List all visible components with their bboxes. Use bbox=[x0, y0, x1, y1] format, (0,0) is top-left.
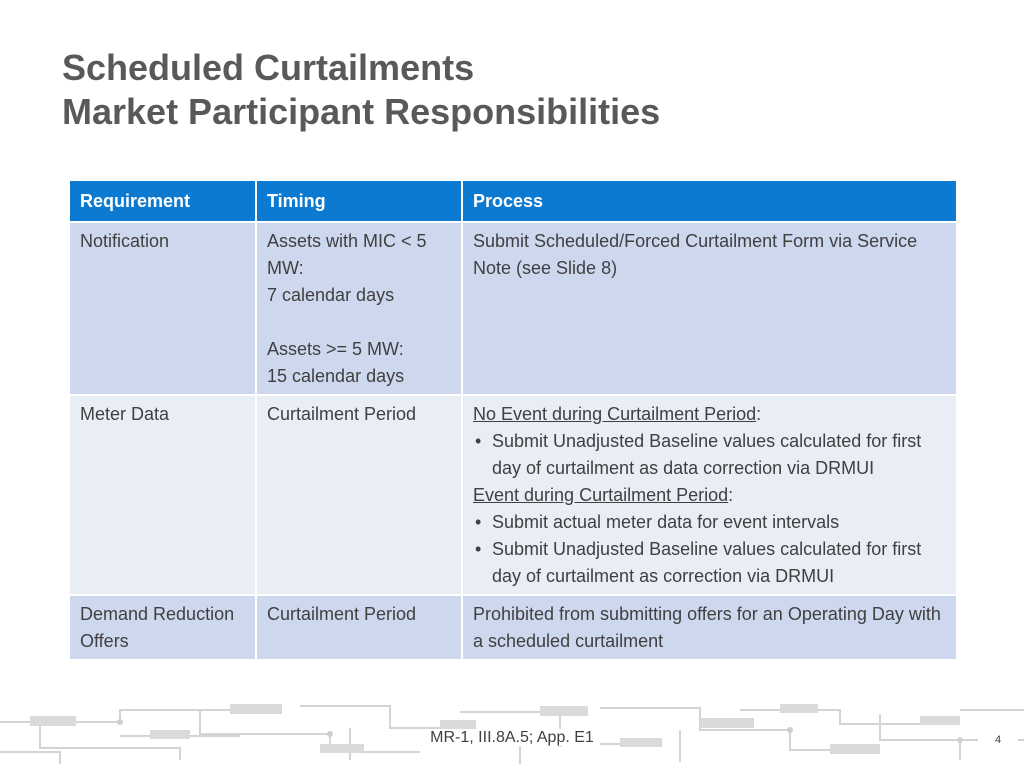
requirement-cell: Meter Data bbox=[69, 395, 256, 595]
timing-line: Assets >= 5 MW: bbox=[267, 339, 404, 359]
table-row bbox=[69, 395, 957, 595]
bullet-list bbox=[473, 428, 946, 482]
slide-title bbox=[62, 46, 660, 134]
column-header-process: Process bbox=[462, 180, 957, 222]
process-cell: Submit Scheduled/Forced Curtailment Form via Service Note (see Slide 8) bbox=[462, 222, 957, 395]
subheading-text: Event during Curtailment Period bbox=[473, 485, 729, 505]
table-header-row bbox=[69, 180, 957, 222]
list-item: • Submit Unadjusted Baseline values calculated for first day of curtailment as correction via DRMUI bbox=[473, 536, 946, 590]
process-cell: Prohibited from submitting offers for an Operating Day with a scheduled curtailment bbox=[462, 595, 957, 660]
subheading-colon: : bbox=[728, 485, 734, 505]
process-cell bbox=[462, 395, 957, 595]
column-header-timing: Timing bbox=[256, 180, 462, 222]
spacer bbox=[267, 309, 451, 336]
timing-line: 7 calendar days bbox=[267, 285, 395, 305]
timing-cell: Curtailment Period bbox=[256, 395, 462, 595]
process-subheading bbox=[473, 482, 946, 509]
title-line-2: Market Participant Responsibilities bbox=[62, 91, 661, 132]
title-line-1: Scheduled Curtailments bbox=[62, 47, 475, 88]
footer-reference bbox=[0, 729, 1024, 747]
subheading-colon: : bbox=[756, 404, 762, 424]
timing-cell: Curtailment Period bbox=[256, 595, 462, 660]
list-item: • Submit actual meter data for event intervals bbox=[473, 509, 946, 536]
list-item: • Submit Unadjusted Baseline values calculated for first day of curtailment as data correction via DRMUI bbox=[473, 428, 946, 482]
column-header-requirement: Requirement bbox=[69, 180, 256, 222]
requirement-cell: Notification bbox=[69, 222, 256, 395]
timing-cell bbox=[256, 222, 462, 395]
timing-line: 15 calendar days bbox=[267, 366, 405, 386]
page-number: 4 bbox=[978, 726, 1018, 756]
timing-line: Assets with MIC < 5 MW: bbox=[267, 231, 427, 278]
footer-reference-text: MR-1, III.8A.5; App. E1 bbox=[424, 729, 600, 746]
requirement-cell: Demand Reduction Offers bbox=[69, 595, 256, 660]
table-row bbox=[69, 222, 957, 395]
responsibilities-table bbox=[68, 179, 958, 661]
subheading-text: No Event during Curtailment Period bbox=[473, 404, 757, 424]
table-row bbox=[69, 595, 957, 660]
process-subheading bbox=[473, 401, 946, 428]
bullet-list bbox=[473, 509, 946, 590]
